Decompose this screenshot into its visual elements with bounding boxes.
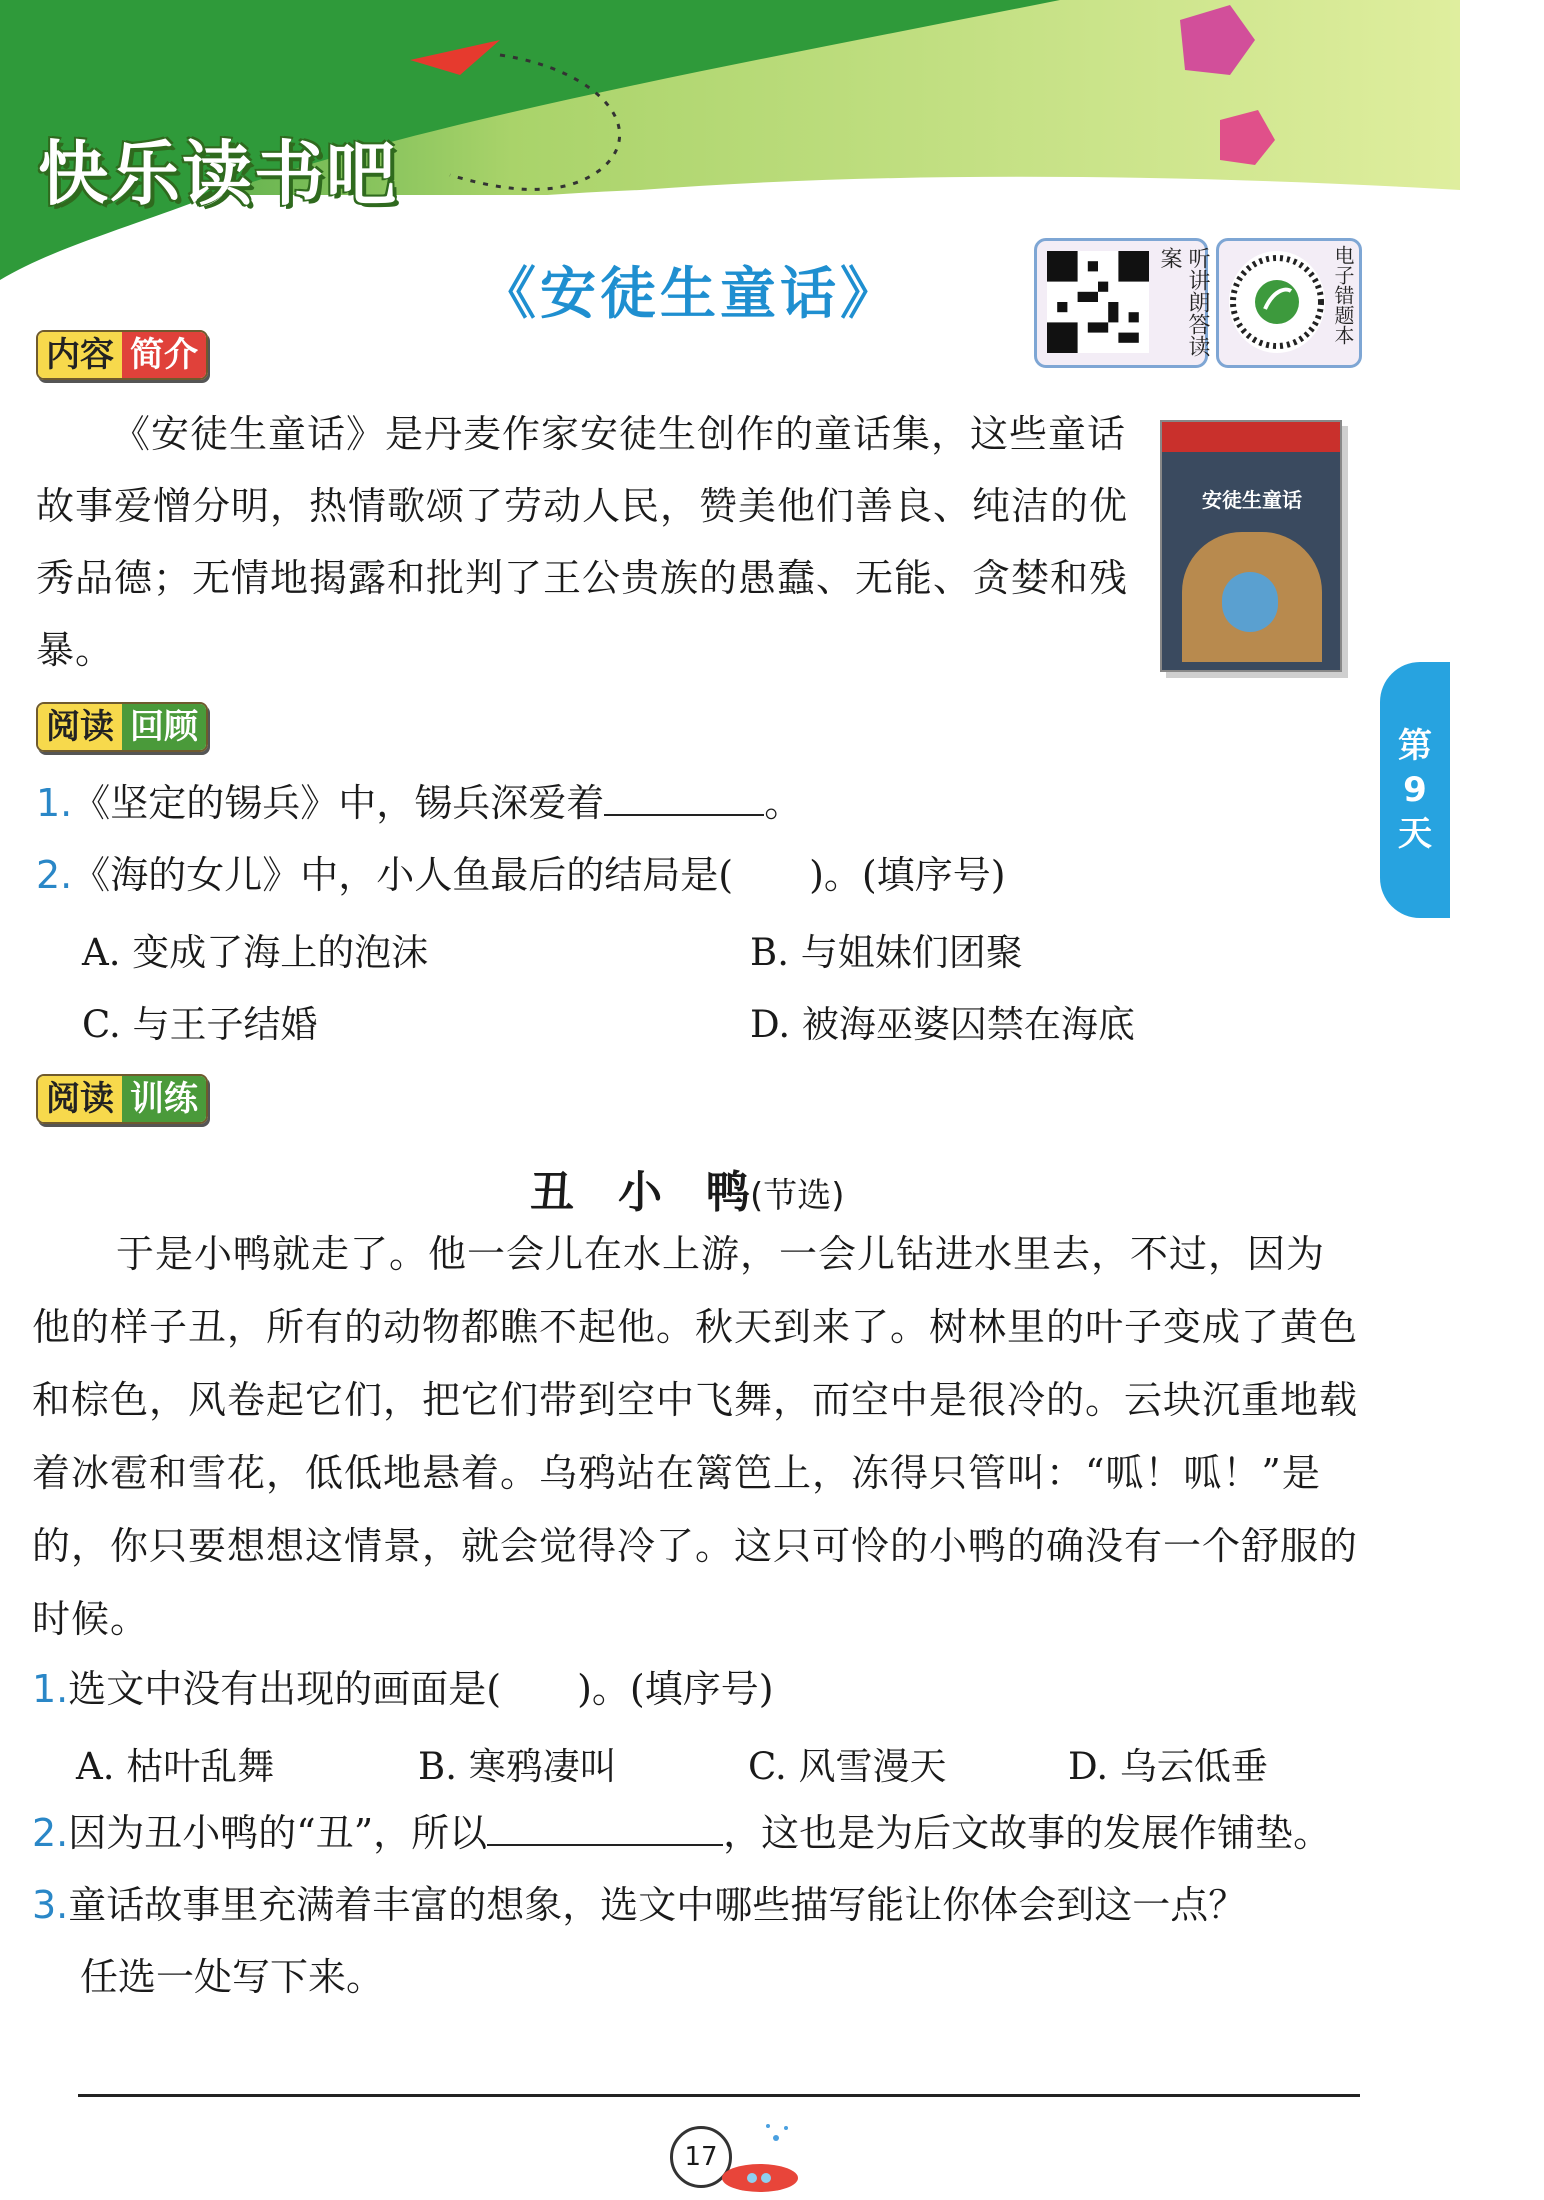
question-text: 《坚定的锡兵》中，锡兵深爱着 — [72, 781, 605, 825]
tag-label: 内容 — [38, 332, 122, 378]
question-number: 2. — [36, 853, 73, 897]
tag-label-accent: 训练 — [122, 1076, 206, 1122]
question-text: 童话故事里充满着丰富的想象，选文中哪些描写能让你体会到这一点？ — [68, 1883, 1247, 1927]
story-title-text: 丑 小 鸭 — [530, 1167, 750, 1218]
day-tab-char: 第 — [1398, 726, 1432, 766]
training-tag — [36, 1074, 208, 1124]
cover-title: 安徒生童话 — [1202, 488, 1302, 512]
intro-tag — [36, 330, 208, 380]
story-title — [530, 1156, 845, 1220]
question-text-end: ，这也是为后文故事的发展作铺垫。 — [723, 1811, 1332, 1855]
option-b[interactable]: B. 寒鸦凄叫 — [418, 1745, 617, 1788]
qr-code-icon[interactable] — [1047, 251, 1149, 353]
question-text-end: 。 — [764, 781, 803, 825]
day-tab-char: 天 — [1398, 814, 1432, 854]
day-tab-number: 9 — [1403, 770, 1427, 810]
qr-right-caption: 电子错题本 — [1331, 245, 1355, 345]
circular-qr-icon[interactable] — [1229, 251, 1325, 353]
training-question-3 — [32, 1880, 1246, 1930]
training-question-2 — [32, 1808, 1331, 1858]
page-number: 17 — [670, 2126, 732, 2188]
tag-label: 阅读 — [38, 1076, 122, 1122]
question-text: 选文中没有出现的画面是( )。(填序号) — [68, 1667, 774, 1711]
qr-listen-box[interactable] — [1034, 238, 1208, 368]
book-cover-image — [1160, 420, 1342, 672]
qr-error-book-box[interactable] — [1216, 238, 1362, 368]
review-tag — [36, 702, 208, 752]
submarine-icon — [716, 2118, 806, 2198]
story-passage: 于是小鸭就走了。他一会儿在水上游，一会儿钻进水里去，不过，因为他的样子丑，所有的动物都瞧不起他。秋天到来了。树林里的叶子变成了黄色和棕色，风卷起它们，把它们带到空中飞舞，而空中是很冷的。云块沉重地载着冰雹和雪花，低低地悬着。乌鸦站在篱笆上，冻得只管叫：“呱！呱！”是的，你只要想想这情景，就会觉得冷了。这只可怜的小鸭的确没有一个舒服的时候。 — [32, 1232, 1359, 1641]
tag-label-accent: 简介 — [122, 332, 206, 378]
qr-left-caption: 听讲朗答读案 — [1157, 247, 1210, 357]
option-a[interactable]: A. 枯叶乱舞 — [76, 1745, 275, 1788]
tag-label: 阅读 — [38, 704, 122, 750]
answer-blank[interactable] — [487, 1808, 723, 1846]
question-text: 《海的女儿》中，小人鱼最后的结局是( )。(填序号) — [72, 853, 1006, 897]
review-question-2 — [36, 850, 1006, 900]
question-number: 1. — [36, 781, 73, 825]
option-b[interactable]: B. 与姐妹们团聚 — [750, 931, 1023, 974]
training-question-1 — [32, 1664, 774, 1714]
answer-blank[interactable] — [604, 778, 764, 816]
option-c[interactable]: C. 风雪漫天 — [748, 1745, 947, 1788]
option-d[interactable]: D. 被海巫婆囚禁在海底 — [750, 1003, 1135, 1046]
question-text: 因为丑小鸭的“丑”，所以 — [68, 1811, 488, 1855]
book-title: 《安徒生童话》 — [480, 262, 900, 327]
option-d[interactable]: D. 乌云低垂 — [1068, 1745, 1268, 1788]
section-title: 快乐读书吧 — [38, 133, 398, 215]
option-c[interactable]: C. 与王子结婚 — [82, 1003, 318, 1046]
tag-label-accent: 回顾 — [122, 704, 206, 750]
day-tab — [1380, 662, 1450, 918]
intro-paragraph: 《安徒生童话》是丹麦作家安徒生创作的童话集，这些童话故事爱憎分明，热情歌颂了劳动人民，赞美他们善良、纯洁的优秀品德；无情地揭露和批判了王公贵族的愚蠢、无能、贪婪和残暴。 — [36, 412, 1129, 672]
review-question-1 — [36, 778, 802, 828]
question-number: 1. — [32, 1667, 69, 1711]
story-note: (节选) — [750, 1176, 845, 1216]
question-number: 2. — [32, 1811, 69, 1855]
option-a[interactable]: A. 变成了海上的泡沫 — [82, 931, 429, 974]
answer-line[interactable] — [78, 2094, 1360, 2097]
question-number: 3. — [32, 1883, 69, 1927]
training-question-3-cont: 任选一处写下来。 — [80, 1955, 385, 1999]
